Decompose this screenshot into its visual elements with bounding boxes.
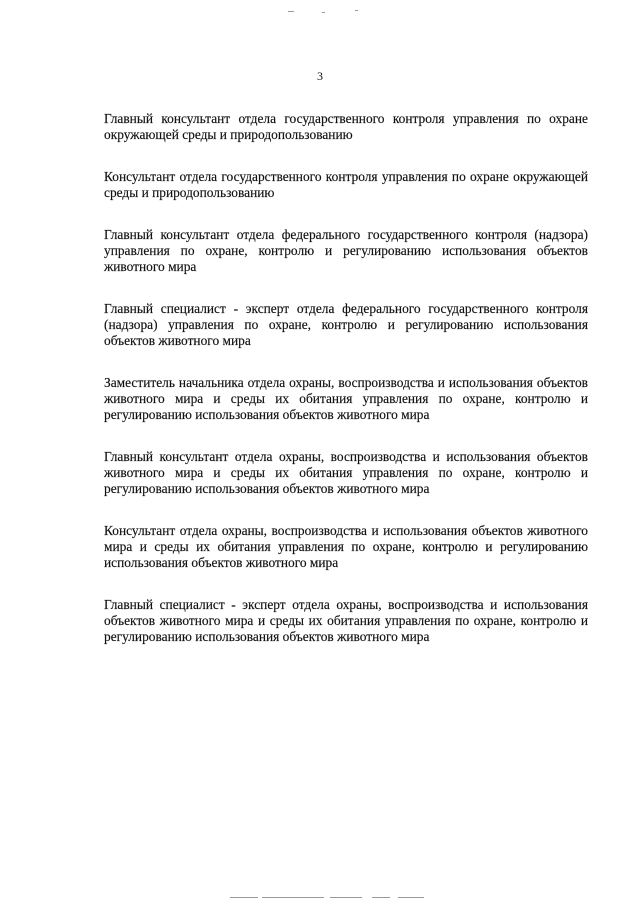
scan-artifact-bottom (398, 897, 424, 898)
scan-artifact-top (355, 10, 358, 11)
position-entry: Главный специалист - эксперт отдела федерального государственного контроля (надзора) управления по охране, контролю и регулированию использования объектов животного мира (104, 301, 588, 348)
position-entry: Главный специалист - эксперт отдела охраны, воспроизводства и использования объектов животного мира и среды их обитания управления по охране, контролю и регулированию использования объектов животного мира (104, 597, 588, 644)
page-number: 3 (317, 69, 323, 83)
position-entry: Консультант отдела охраны, воспроизводства и использования объектов животного мира и среды их обитания управления по охране, контролю и регулированию использования объектов животного мира (104, 523, 588, 570)
positions-list (104, 111, 588, 671)
scan-artifact-top (322, 12, 325, 13)
scan-artifact-top (288, 11, 294, 12)
position-entry: Консультант отдела государственного контроля управления по охране окружающей среды и природопользованию (104, 169, 588, 200)
scan-artifact-bottom (330, 897, 362, 898)
scan-artifact-bottom (262, 897, 324, 898)
scan-artifact-bottom (372, 897, 390, 898)
position-entry: Главный консультант отдела федерального государственного контроля (надзора) управления по охране, контролю и регулированию использования объектов животного мира (104, 227, 588, 274)
position-entry: Главный консультант отдела государственного контроля управления по охране окружающей среды и природопользованию (104, 111, 588, 142)
scan-artifact-bottom (230, 897, 258, 898)
position-entry: Главный консультант отдела охраны, воспроизводства и использования объектов животного мира и среды их обитания управления по охране, контролю и регулированию использования объектов животного мира (104, 449, 588, 496)
position-entry: Заместитель начальника отдела охраны, воспроизводства и использования объектов животного мира и среды их обитания управления по охране, контролю и регулированию использования объектов животного мира (104, 375, 588, 422)
